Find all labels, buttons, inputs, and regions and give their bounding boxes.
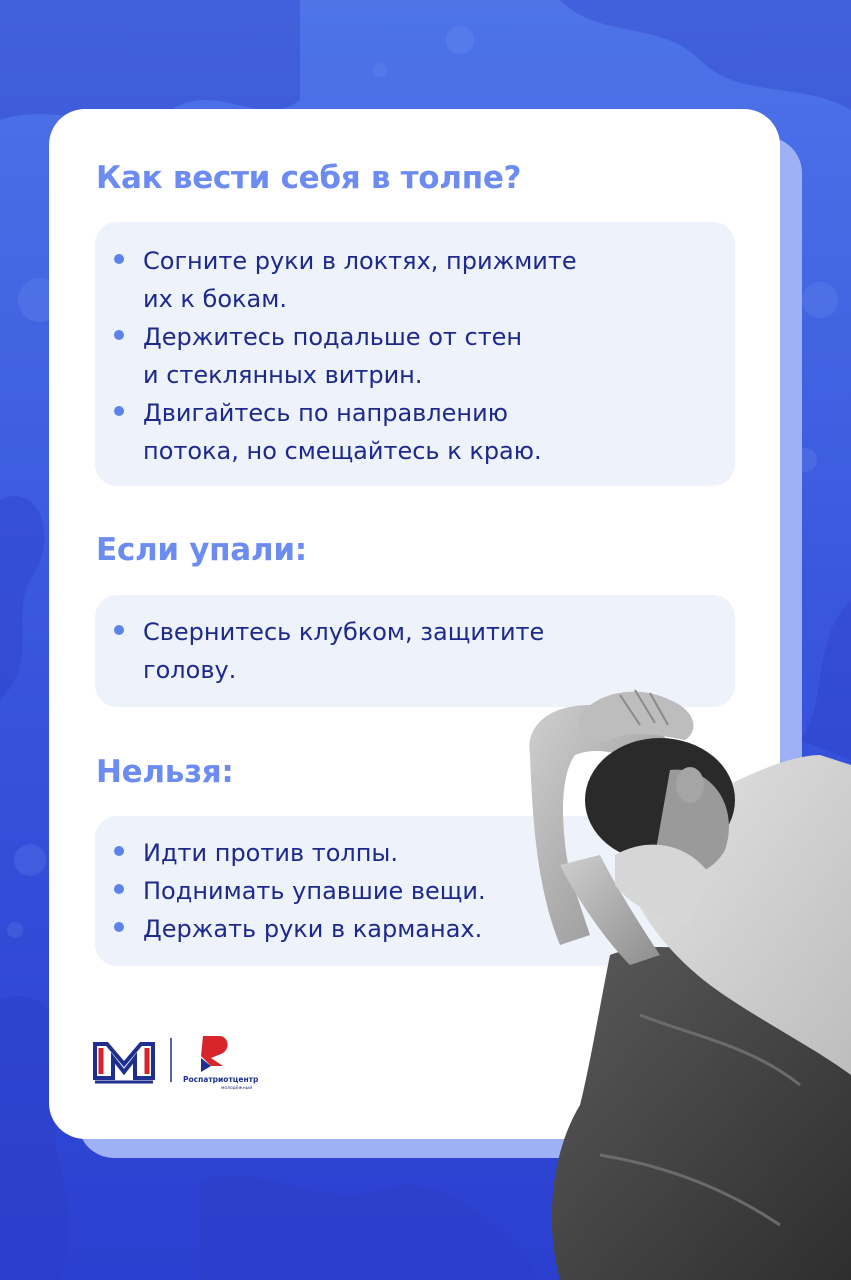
crouching-person-photo: [520, 685, 851, 1280]
bullet-icon: [114, 406, 124, 416]
tips-list-crowd: [95, 242, 735, 470]
list-item: Свернитесь клубком, защитите голову.: [95, 613, 735, 689]
list-item: Держитесь подальше от стен и стеклянных витрин.: [95, 318, 735, 394]
tips-box-crowd: [95, 222, 735, 486]
list-item: Идти против толпы.: [95, 834, 735, 872]
list-item: Двигайтесь по направлению потока, но смещайтесь к краю.: [95, 394, 735, 470]
partner-subtitle: молодёжный: [221, 1086, 253, 1090]
section-heading-forbidden: Нельзя:: [96, 754, 234, 790]
movement-logo-icon: [95, 1044, 153, 1082]
bullet-icon: [114, 254, 124, 264]
section-heading-fallen: Если упали:: [96, 532, 307, 568]
logo-block: [93, 1030, 263, 1090]
rospatriotcentr-logo-icon: [201, 1036, 228, 1072]
bullet-icon: [114, 625, 124, 635]
bullet-icon: [114, 846, 124, 856]
list-item: Согните руки в локтях, прижмите их к бокам.: [95, 242, 735, 318]
list-item: Поднимать упавшие вещи.: [95, 872, 735, 910]
logos-svg: [93, 1030, 263, 1090]
partner-name: Роспатриотцентр: [183, 1075, 259, 1084]
list-item: Держать руки в карманах.: [95, 910, 735, 948]
bullet-icon: [114, 884, 124, 894]
section-heading-crowd: Как вести себя в толпе?: [96, 160, 522, 196]
bullet-icon: [114, 330, 124, 340]
bullet-icon: [114, 922, 124, 932]
tips-list-fallen: [95, 613, 735, 689]
